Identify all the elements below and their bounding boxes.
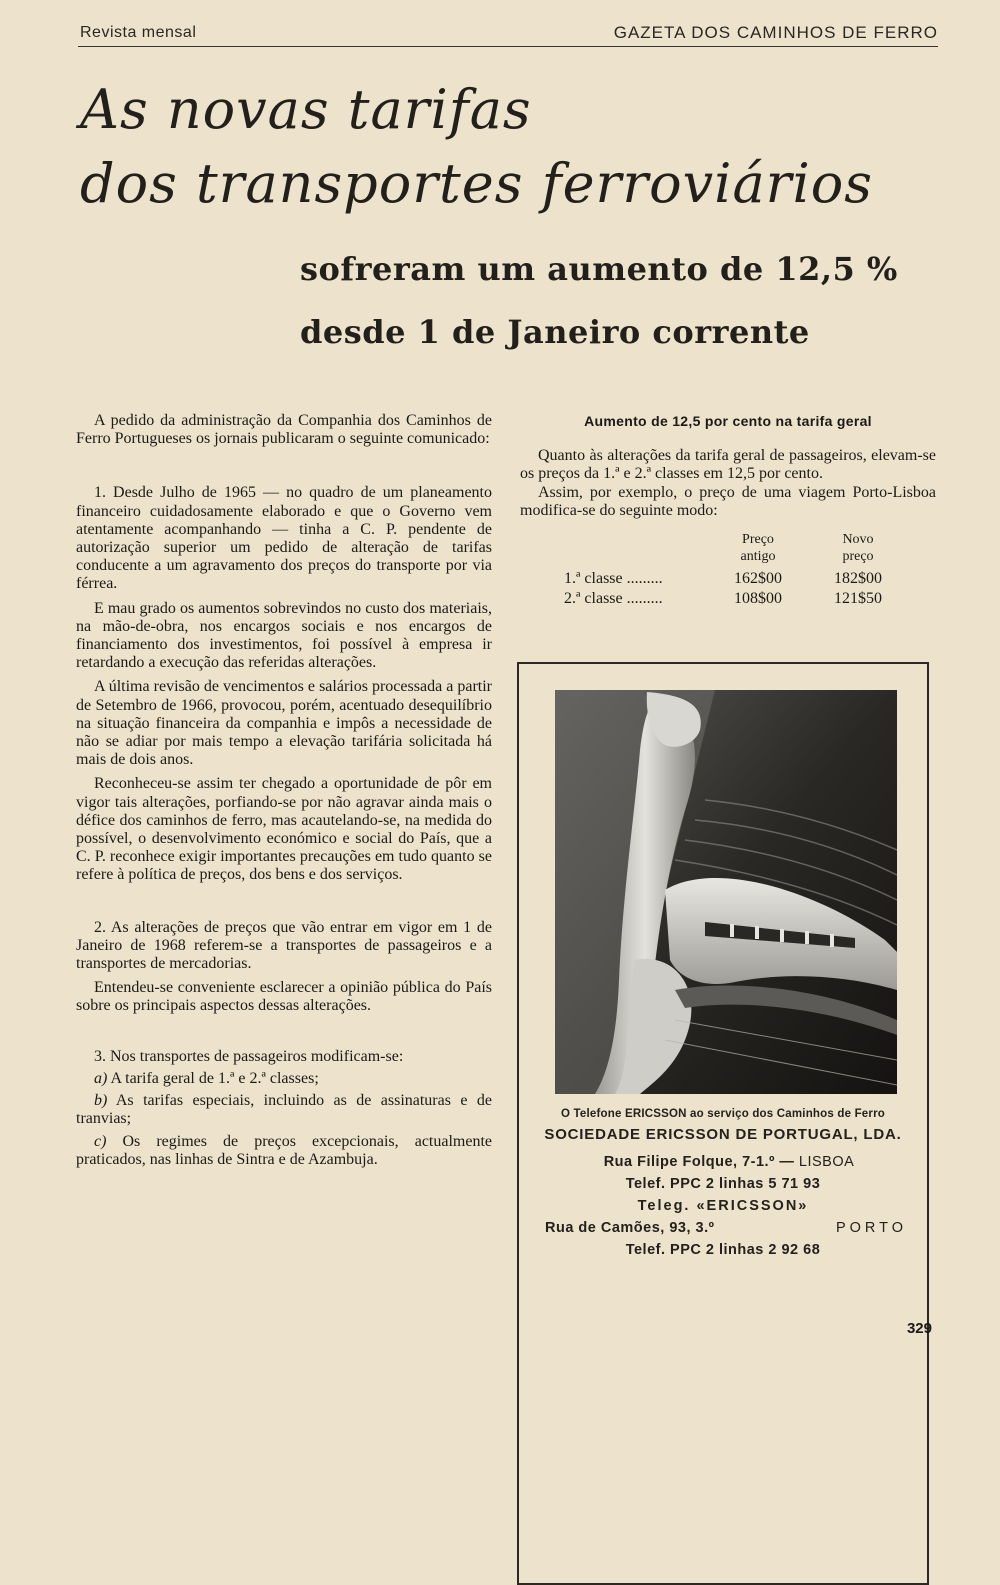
paragraph-5: 2. As alterações de preços que vão entrar em vigor em 1 de Janeiro de 1968 referem-se a transportes de passageiros e a transportes de mercadorias. bbox=[76, 918, 492, 973]
list-item-a bbox=[76, 1070, 492, 1088]
list-item-c bbox=[76, 1133, 492, 1169]
ad-text-block bbox=[519, 1108, 927, 1261]
price-table-header bbox=[564, 530, 908, 569]
col-old-price-header: Preço antigo bbox=[740, 532, 776, 565]
intro-paragraph: A pedido da administração da Companhia dos Caminhos de Ferro Portugueses os jornais publicaram o seguinte comunicado: bbox=[76, 412, 492, 448]
paragraph-1: 1. Desde Julho de 1965 — no quadro de um planeamento financeiro cuidadosamente elaborado e que o Governo vem atentamente acompanhando — tinha a C. P. pendente de autorização superior um pedido de alteração de tarifas conducente a um agravamento dos preços do transporte por via férrea. bbox=[76, 484, 492, 593]
paragraph-2: E mau grado os aumentos sobrevindos no custo dos materiais, na mão-de-obra, nos encargos sociais e nos encargos de financiamento dos investimentos, foi possível à empresa ir retardando a execução das referidas alterações. bbox=[76, 599, 492, 672]
list-label-a: a) bbox=[94, 1069, 108, 1087]
article-title-line2: dos transportes ferroviários bbox=[80, 152, 873, 215]
list-label-b: b) bbox=[94, 1092, 108, 1110]
old-price: 162$00 bbox=[734, 570, 782, 588]
list-item-b bbox=[76, 1092, 492, 1128]
new-price: 121$50 bbox=[834, 590, 882, 608]
right-paragraph-2: Assim, por exemplo, o preço de uma viagem Porto-Lisboa modifica-se do seguinte modo: bbox=[520, 483, 936, 519]
list-text-b: As tarifas especiais, incluindo as de assinaturas e de tranvias; bbox=[76, 1092, 493, 1128]
header-left: Revista mensal bbox=[80, 24, 197, 41]
table-row bbox=[564, 589, 908, 609]
ad-company: SOCIEDADE ERICSSON DE PORTUGAL, LDA. bbox=[544, 1126, 902, 1143]
row-label: 2.ª classe ......... bbox=[564, 590, 663, 608]
ad-tagline: O Telefone ERICSSON ao serviço dos Caminhos de Ferro bbox=[561, 1108, 885, 1120]
right-paragraph-1: Quanto às alterações da tarifa geral de passageiros, elevam-se os preços da 1.ª e 2.ª classes em 12,5 por cento. bbox=[520, 447, 936, 483]
col-new-price-header: Novo preço bbox=[842, 532, 874, 565]
article-subtitle-line1: sofreram um aumento de 12,5 % bbox=[300, 250, 898, 288]
ad-photo-telephone-train bbox=[555, 690, 897, 1094]
header-rule bbox=[78, 46, 938, 47]
left-column bbox=[76, 412, 492, 1169]
paragraph-3: A última revisão de vencimentos e salários processada a partir de Setembro de 1966, provocou, porém, acentuado desequilíbrio na situação financeira da companhia e impôs a necessidade de não se adiar por mais tempo a elevação tarifária solicitada há mais de dois anos. bbox=[76, 678, 492, 769]
ad-lisboa-phone: Telef. PPC 2 linhas 5 71 93 bbox=[625, 1176, 821, 1192]
header-right: GAZETA DOS CAMINHOS DE FERRO bbox=[613, 23, 938, 42]
table-row bbox=[564, 569, 908, 589]
article-title-line1: As novas tarifas bbox=[80, 78, 532, 141]
old-price: 108$00 bbox=[734, 590, 782, 608]
new-price: 182$00 bbox=[834, 570, 882, 588]
ad-porto-phone: Telef. PPC 2 linhas 2 92 68 bbox=[625, 1242, 821, 1258]
right-column bbox=[520, 412, 936, 609]
ad-telegram: Teleg. «ERICSSON» bbox=[637, 1198, 809, 1214]
ad-lisboa-address: Rua Filipe Folque, 7-1.º — LISBOA bbox=[603, 1154, 855, 1170]
row-label: 1.ª classe ......... bbox=[564, 570, 663, 588]
price-table bbox=[564, 530, 908, 609]
paragraph-6: Entendeu-se conveniente esclarecer a opinião pública do País sobre os principais aspectos dessas alterações. bbox=[76, 979, 492, 1015]
section-heading: Aumento de 12,5 por cento na tarifa geral bbox=[584, 413, 872, 429]
ad-porto-address: Rua de Camões, 93, 3.º PORTO bbox=[545, 1220, 907, 1236]
telephone-train-illustration bbox=[555, 690, 897, 1094]
paragraph-7: 3. Nos transportes de passageiros modificam-se: bbox=[94, 1047, 404, 1065]
list-text-a: A tarifa geral de 1.ª e 2.ª classes; bbox=[110, 1069, 319, 1087]
ericsson-advert bbox=[517, 662, 929, 1585]
article-subtitle-line2: desde 1 de Janeiro corrente bbox=[300, 313, 810, 351]
paragraph-4: Reconheceu-se assim ter chegado a oportunidade de pôr em vigor tais alterações, porfiando-se por não agravar ainda mais o défice dos caminhos de ferro, mas acautelando-se, na medida do possível, o desenvolvimento económico e social do País, que a C. P. reconhece exigir importantes precauções em tudo quanto se refere à política de preços, dos bens e dos serviços. bbox=[76, 775, 492, 884]
list-text-c: Os regimes de preços excepcionais, actualmente praticados, nas linhas de Sintra e de Azambuja. bbox=[76, 1132, 493, 1168]
page-number: 329 bbox=[906, 1320, 932, 1337]
list-label-c: c) bbox=[94, 1132, 107, 1150]
